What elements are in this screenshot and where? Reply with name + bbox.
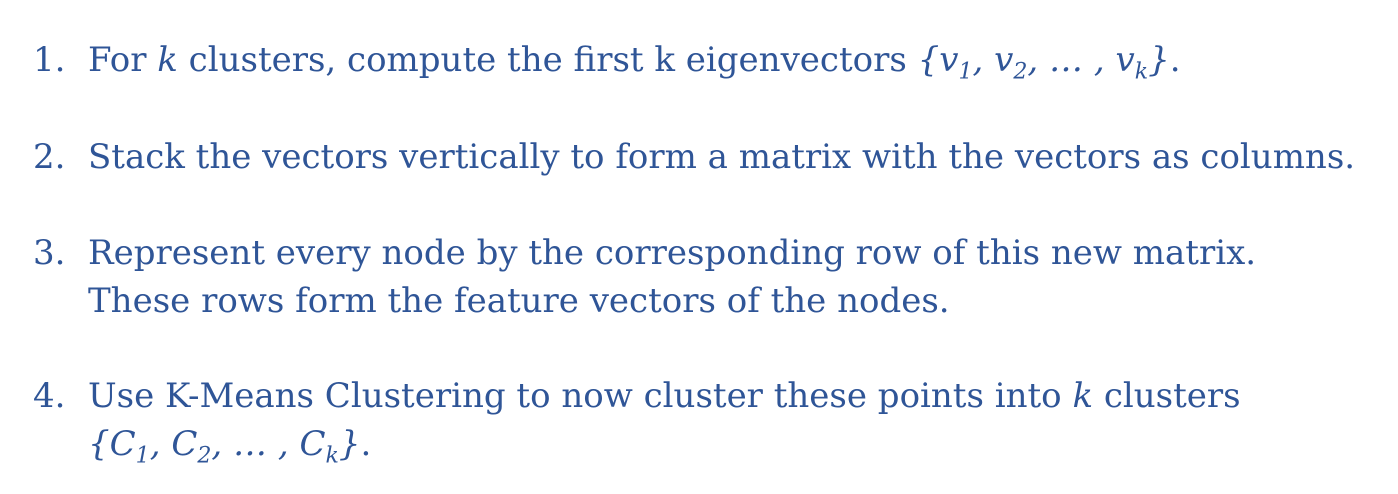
step-3-line-1: Represent every node by the corresponding row of this new matrix. — [88, 233, 1257, 273]
step-1-text-end: clusters, compute the first k eigenvectors — [177, 40, 918, 80]
variable-k: k — [157, 40, 178, 80]
eigenvector-set: {$v_1$, $v_2$, … , $v_k$} — [917, 40, 1170, 85]
variable-k: k — [1072, 376, 1094, 416]
step-3-line-2: These rows form the feature vectors of the nodes. — [88, 281, 950, 321]
vector-vk: $v_k$ — [1115, 40, 1149, 85]
list-number: 4. — [33, 376, 66, 416]
list-item-text — [88, 372, 1241, 420]
period: . — [360, 424, 372, 464]
set-close-brace: } — [1148, 40, 1170, 80]
ellipsis: … — [233, 424, 278, 464]
set-close-brace: } — [338, 424, 361, 464]
cluster-set: {$C_1$, $C_2$, … , $C_k$}. — [88, 424, 372, 469]
list-item — [33, 229, 1256, 325]
list-number: 2. — [33, 137, 66, 177]
cluster-c1: $C_1$ — [109, 424, 150, 469]
list-item — [33, 133, 1355, 181]
vector-v1: $v_1$ — [939, 40, 973, 85]
set-open-brace: { — [917, 40, 940, 80]
list-item — [33, 36, 1181, 84]
list-item-text: Stack the vectors vertically to form a matrix with the vectors as columns. — [88, 137, 1356, 177]
step-4-text-start: Use K-Means Clustering to now cluster these points into — [88, 376, 1073, 416]
list-item-text — [88, 36, 1181, 84]
ellipsis: … — [1049, 40, 1094, 80]
list-number: 1. — [33, 40, 66, 80]
period: . — [1169, 40, 1181, 80]
cluster-ck: $C_k$ — [299, 424, 339, 469]
set-open-brace: { — [88, 424, 110, 464]
list-number: 3. — [33, 233, 66, 273]
vector-v2: $v_2$ — [994, 40, 1028, 85]
list-item — [33, 372, 1241, 468]
list-item-text — [88, 229, 1256, 277]
step-4-text-end: clusters — [1093, 376, 1241, 416]
cluster-c2: $C_2$ — [171, 424, 212, 469]
step-1-text-start: For — [88, 40, 158, 80]
